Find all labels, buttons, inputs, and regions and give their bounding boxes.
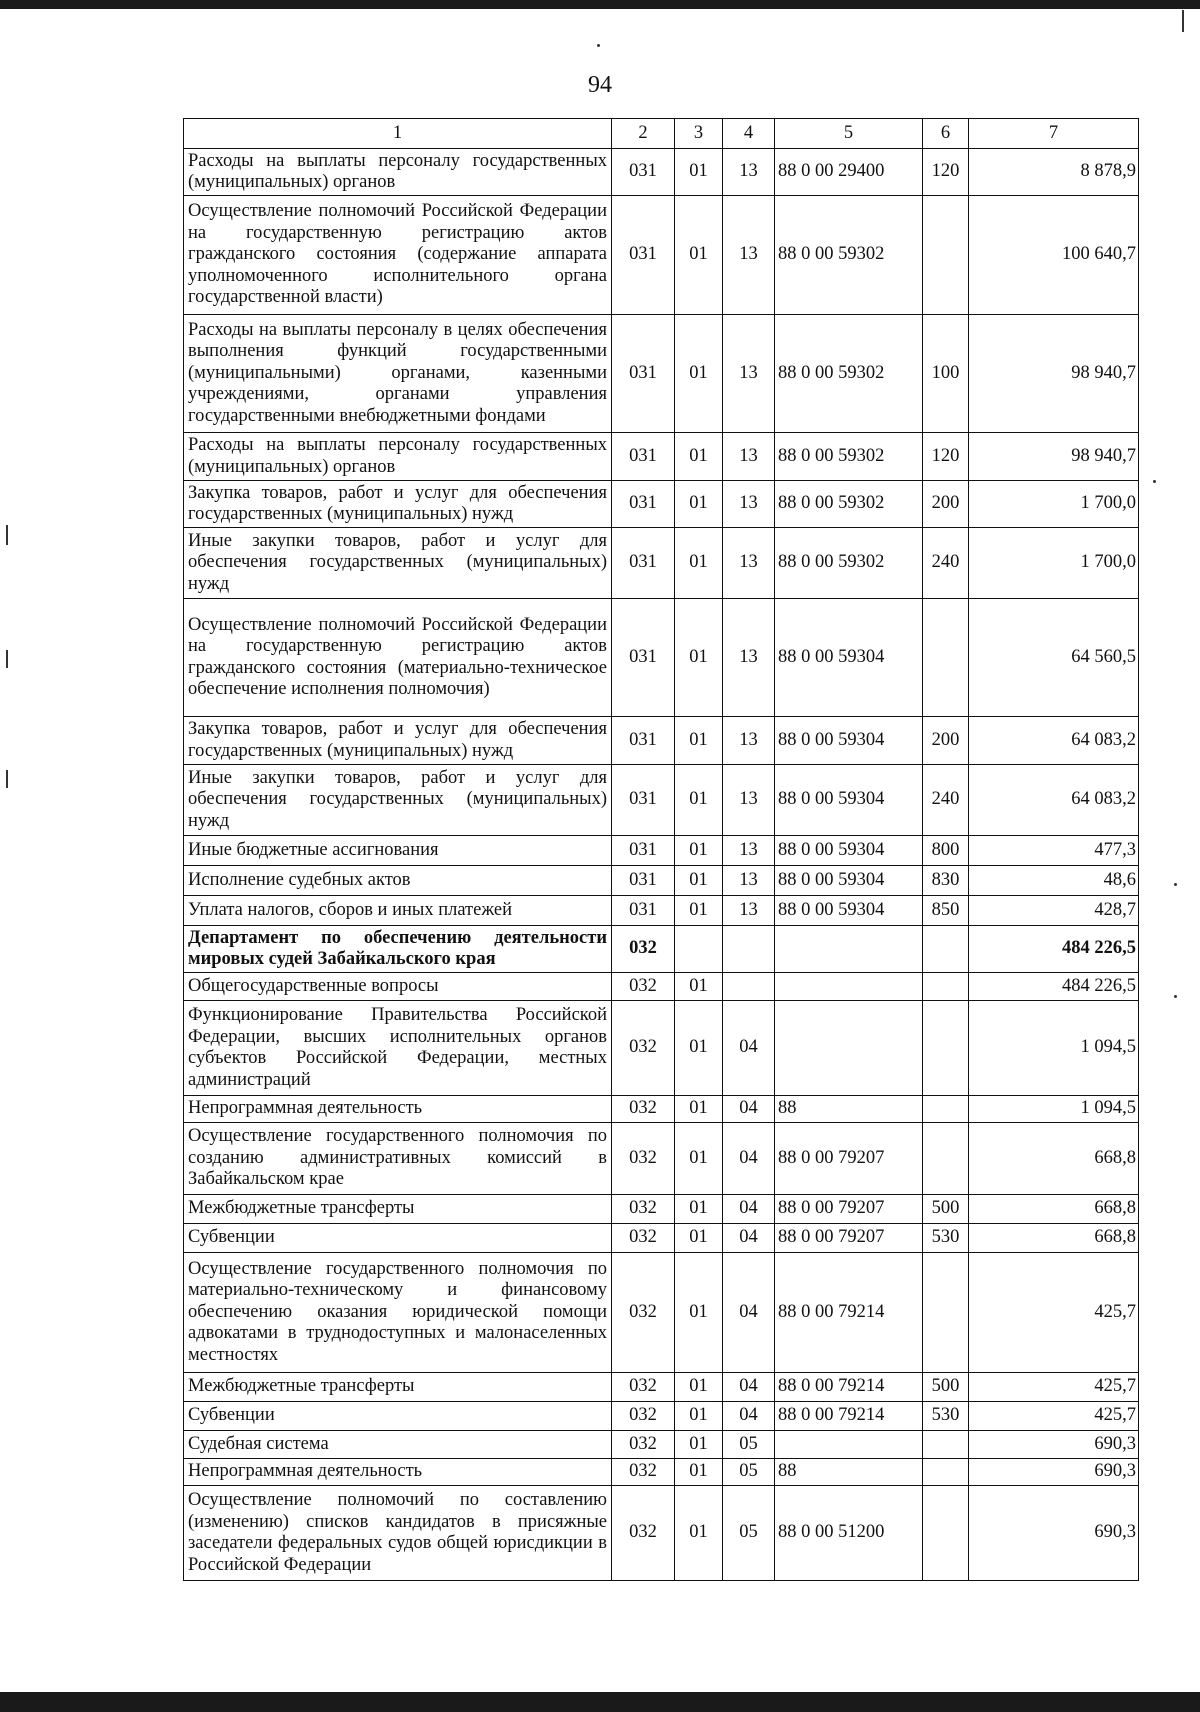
expense-type-cell (923, 1001, 969, 1096)
expense-type-cell (923, 1253, 969, 1373)
subsection-cell: 13 (723, 433, 775, 481)
target-article-cell: 88 0 00 79207 (775, 1195, 923, 1224)
subsection-cell: 04 (723, 1001, 775, 1096)
ministry-code-cell: 031 (612, 196, 675, 315)
section-cell: 01 (675, 1123, 723, 1195)
expense-type-cell (923, 1459, 969, 1486)
expense-type-cell (923, 1096, 969, 1123)
scan-dot (1174, 995, 1177, 998)
expense-name-cell: Субвенции (184, 1402, 612, 1431)
ministry-code-cell: 032 (612, 1402, 675, 1431)
subsection-cell: 04 (723, 1402, 775, 1431)
amount-cell: 98 940,7 (969, 315, 1139, 433)
table-row (184, 599, 1139, 717)
expense-name-cell: Функционирование Правительства Российской Федерации, высших исполнительных органов субъектов Российской Федерации, местных администраций (184, 1001, 612, 1096)
ministry-code-cell: 031 (612, 765, 675, 836)
section-cell: 01 (675, 528, 723, 599)
expense-type-cell: 530 (923, 1402, 969, 1431)
amount-cell: 425,7 (969, 1253, 1139, 1373)
table-header-row (184, 119, 1139, 149)
amount-cell: 1 094,5 (969, 1001, 1139, 1096)
table-row (184, 1253, 1139, 1373)
section-cell: 01 (675, 599, 723, 717)
subsection-cell: 13 (723, 896, 775, 926)
target-article-cell: 88 0 00 59302 (775, 433, 923, 481)
header-cell: 1 (184, 119, 612, 149)
header-cell: 7 (969, 119, 1139, 149)
target-article-cell: 88 0 00 79214 (775, 1402, 923, 1431)
table-row (184, 149, 1139, 196)
expense-name-cell: Исполнение судебных актов (184, 866, 612, 896)
scan-edge-mark (6, 650, 8, 668)
amount-cell: 428,7 (969, 896, 1139, 926)
table-row (184, 1195, 1139, 1224)
subsection-cell: 13 (723, 149, 775, 196)
table-row (184, 1486, 1139, 1581)
target-article-cell: 88 0 00 59304 (775, 896, 923, 926)
section-cell: 01 (675, 196, 723, 315)
page-number: 94 (588, 72, 612, 98)
amount-cell: 668,8 (969, 1123, 1139, 1195)
table-row (184, 315, 1139, 433)
table-row (184, 196, 1139, 315)
expense-type-cell (923, 599, 969, 717)
header-cell: 2 (612, 119, 675, 149)
expense-type-cell: 500 (923, 1373, 969, 1402)
subsection-cell: 05 (723, 1459, 775, 1486)
amount-cell: 1 700,0 (969, 528, 1139, 599)
subsection-cell: 04 (723, 1224, 775, 1253)
ministry-code-cell: 031 (612, 528, 675, 599)
expense-type-cell: 500 (923, 1195, 969, 1224)
ministry-code-cell: 031 (612, 481, 675, 528)
amount-cell: 64 560,5 (969, 599, 1139, 717)
target-article-cell: 88 0 00 59304 (775, 717, 923, 765)
table-row (184, 926, 1139, 973)
ministry-code-cell: 031 (612, 866, 675, 896)
expense-type-cell: 200 (923, 481, 969, 528)
section-cell: 01 (675, 1459, 723, 1486)
expense-name-cell: Закупка товаров, работ и услуг для обеспечения государственных (муниципальных) нужд (184, 481, 612, 528)
table-row (184, 1431, 1139, 1459)
scan-dot (1153, 480, 1156, 483)
ministry-code-cell: 032 (612, 1431, 675, 1459)
table-row (184, 1402, 1139, 1431)
section-cell: 01 (675, 1224, 723, 1253)
expense-name-cell: Иные закупки товаров, работ и услуг для обеспечения государственных (муниципальных) нужд (184, 528, 612, 599)
amount-cell: 690,3 (969, 1459, 1139, 1486)
table-row (184, 433, 1139, 481)
section-cell: 01 (675, 896, 723, 926)
subsection-cell (723, 926, 775, 973)
budget-table (183, 118, 1139, 1581)
expense-name-cell: Непрограммная деятельность (184, 1459, 612, 1486)
target-article-cell: 88 0 00 79207 (775, 1224, 923, 1253)
amount-cell: 64 083,2 (969, 717, 1139, 765)
expense-name-cell: Межбюджетные трансферты (184, 1373, 612, 1402)
subsection-cell: 13 (723, 481, 775, 528)
subsection-cell: 13 (723, 836, 775, 866)
table-row (184, 717, 1139, 765)
expense-name-cell: Расходы на выплаты персоналу государственных (муниципальных) органов (184, 433, 612, 481)
amount-cell: 668,8 (969, 1224, 1139, 1253)
subsection-cell: 13 (723, 528, 775, 599)
section-cell: 01 (675, 1253, 723, 1373)
scan-edge-mark (6, 525, 8, 545)
subsection-cell: 04 (723, 1096, 775, 1123)
amount-cell: 690,3 (969, 1431, 1139, 1459)
ministry-code-cell: 032 (612, 1224, 675, 1253)
section-cell (675, 926, 723, 973)
section-cell: 01 (675, 1431, 723, 1459)
expense-name-cell: Субвенции (184, 1224, 612, 1253)
amount-cell: 425,7 (969, 1373, 1139, 1402)
expense-name-cell: Судебная система (184, 1431, 612, 1459)
section-cell: 01 (675, 973, 723, 1001)
expense-type-cell: 120 (923, 433, 969, 481)
expense-type-cell: 530 (923, 1224, 969, 1253)
expense-type-cell: 800 (923, 836, 969, 866)
amount-cell: 484 226,5 (969, 926, 1139, 973)
section-cell: 01 (675, 1373, 723, 1402)
expense-name-cell: Закупка товаров, работ и услуг для обеспечения государственных (муниципальных) нужд (184, 717, 612, 765)
subsection-cell (723, 973, 775, 1001)
amount-cell: 484 226,5 (969, 973, 1139, 1001)
expense-type-cell (923, 1431, 969, 1459)
amount-cell: 477,3 (969, 836, 1139, 866)
amount-cell: 1 700,0 (969, 481, 1139, 528)
subsection-cell: 13 (723, 599, 775, 717)
expense-type-cell: 200 (923, 717, 969, 765)
target-article-cell: 88 0 00 79214 (775, 1373, 923, 1402)
ministry-code-cell: 031 (612, 599, 675, 717)
ministry-code-cell: 032 (612, 1096, 675, 1123)
subsection-cell: 13 (723, 866, 775, 896)
amount-cell: 668,8 (969, 1195, 1139, 1224)
expense-name-cell: Расходы на выплаты персоналу в целях обеспечения выполнения функций государственными (муниципальными) органами, казенными учреждениями, органами управления государственными внебюджетными фондами (184, 315, 612, 433)
amount-cell: 690,3 (969, 1486, 1139, 1581)
subsection-cell: 04 (723, 1373, 775, 1402)
table-row (184, 973, 1139, 1001)
target-article-cell: 88 0 00 59304 (775, 599, 923, 717)
ministry-code-cell: 032 (612, 1253, 675, 1373)
expense-name-cell: Осуществление полномочий Российской Федерации на государственную регистрацию актов гражданского состояния (содержание аппарата уполномоченного исполнительного органа государственной власти) (184, 196, 612, 315)
expense-name-cell: Уплата налогов, сборов и иных платежей (184, 896, 612, 926)
table-row (184, 836, 1139, 866)
target-article-cell (775, 1431, 923, 1459)
expense-name-cell: Осуществление государственного полномочия по созданию административных комиссий в Забайкальском крае (184, 1123, 612, 1195)
scan-dot (1174, 883, 1177, 886)
ministry-code-cell: 032 (612, 1373, 675, 1402)
expense-type-cell: 100 (923, 315, 969, 433)
ministry-code-cell: 032 (612, 973, 675, 1001)
header-cell: 3 (675, 119, 723, 149)
expense-type-cell: 240 (923, 528, 969, 599)
expense-type-cell (923, 926, 969, 973)
target-article-cell: 88 0 00 51200 (775, 1486, 923, 1581)
expense-name-cell: Общегосударственные вопросы (184, 973, 612, 1001)
ministry-code-cell: 032 (612, 1459, 675, 1486)
target-article-cell (775, 1001, 923, 1096)
expense-type-cell (923, 973, 969, 1001)
ministry-code-cell: 032 (612, 926, 675, 973)
section-cell: 01 (675, 1096, 723, 1123)
target-article-cell: 88 0 00 59302 (775, 481, 923, 528)
expense-type-cell: 120 (923, 149, 969, 196)
section-cell: 01 (675, 149, 723, 196)
scan-top-border (0, 0, 1200, 9)
amount-cell: 48,6 (969, 866, 1139, 896)
subsection-cell: 13 (723, 196, 775, 315)
ministry-code-cell: 031 (612, 433, 675, 481)
target-article-cell: 88 0 00 29400 (775, 149, 923, 196)
amount-cell: 425,7 (969, 1402, 1139, 1431)
expense-type-cell: 850 (923, 896, 969, 926)
scan-dot (597, 44, 600, 47)
expense-name-cell: Осуществление полномочий Российской Федерации на государственную регистрацию актов гражданского состояния (материально-техническое обеспечение исполнения полномочия) (184, 599, 612, 717)
subsection-cell: 05 (723, 1486, 775, 1581)
expense-name-cell: Осуществление государственного полномочия по материально-техническому и финансовому обеспечению оказания юридической помощи адвокатами в труднодоступных и малонаселенных местностях (184, 1253, 612, 1373)
subsection-cell: 13 (723, 765, 775, 836)
expense-type-cell: 830 (923, 866, 969, 896)
ministry-code-cell: 031 (612, 896, 675, 926)
ministry-code-cell: 032 (612, 1195, 675, 1224)
target-article-cell (775, 973, 923, 1001)
section-cell: 01 (675, 1486, 723, 1581)
amount-cell: 98 940,7 (969, 433, 1139, 481)
expense-type-cell (923, 1486, 969, 1581)
expense-name-cell: Непрограммная деятельность (184, 1096, 612, 1123)
target-article-cell: 88 0 00 59304 (775, 866, 923, 896)
amount-cell: 1 094,5 (969, 1096, 1139, 1123)
amount-cell: 8 878,9 (969, 149, 1139, 196)
expense-type-cell (923, 1123, 969, 1195)
target-article-cell: 88 0 00 59304 (775, 836, 923, 866)
subsection-cell: 13 (723, 717, 775, 765)
section-cell: 01 (675, 717, 723, 765)
table-row (184, 1224, 1139, 1253)
ministry-code-cell: 031 (612, 149, 675, 196)
section-cell: 01 (675, 836, 723, 866)
section-cell: 01 (675, 481, 723, 528)
subsection-cell: 05 (723, 1431, 775, 1459)
table-row (184, 1459, 1139, 1486)
subsection-cell: 13 (723, 315, 775, 433)
section-cell: 01 (675, 1001, 723, 1096)
table-row (184, 528, 1139, 599)
ministry-code-cell: 031 (612, 836, 675, 866)
target-article-cell: 88 (775, 1459, 923, 1486)
scan-edge-mark (1182, 10, 1184, 32)
expense-name-cell: Иные бюджетные ассигнования (184, 836, 612, 866)
table-row (184, 1096, 1139, 1123)
target-article-cell: 88 (775, 1096, 923, 1123)
expense-name-cell: Иные закупки товаров, работ и услуг для обеспечения государственных (муниципальных) нужд (184, 765, 612, 836)
ministry-code-cell: 031 (612, 717, 675, 765)
amount-cell: 64 083,2 (969, 765, 1139, 836)
expense-name-cell: Межбюджетные трансферты (184, 1195, 612, 1224)
target-article-cell: 88 0 00 79214 (775, 1253, 923, 1373)
target-article-cell: 88 0 00 59302 (775, 315, 923, 433)
section-cell: 01 (675, 315, 723, 433)
section-cell: 01 (675, 433, 723, 481)
header-cell: 5 (775, 119, 923, 149)
section-cell: 01 (675, 1402, 723, 1431)
target-article-cell: 88 0 00 59304 (775, 765, 923, 836)
expense-name-cell: Расходы на выплаты персоналу государственных (муниципальных) органов (184, 149, 612, 196)
section-cell: 01 (675, 866, 723, 896)
expense-name-cell: Департамент по обеспечению деятельности мировых судей Забайкальского края (184, 926, 612, 973)
subsection-cell: 04 (723, 1123, 775, 1195)
section-cell: 01 (675, 1195, 723, 1224)
table-row (184, 1373, 1139, 1402)
ministry-code-cell: 032 (612, 1001, 675, 1096)
header-cell: 4 (723, 119, 775, 149)
table-row (184, 866, 1139, 896)
target-article-cell: 88 0 00 79207 (775, 1123, 923, 1195)
table-body (184, 149, 1139, 1581)
table-row (184, 765, 1139, 836)
expense-type-cell (923, 196, 969, 315)
scan-edge-mark (6, 770, 8, 788)
target-article-cell: 88 0 00 59302 (775, 196, 923, 315)
scan-bottom-border (0, 1692, 1200, 1712)
table-row (184, 1001, 1139, 1096)
subsection-cell: 04 (723, 1195, 775, 1224)
target-article-cell (775, 926, 923, 973)
ministry-code-cell: 032 (612, 1123, 675, 1195)
amount-cell: 100 640,7 (969, 196, 1139, 315)
expense-name-cell: Осуществление полномочий по составлению (изменению) списков кандидатов в присяжные заседатели федеральных судов общей юрисдикции в Российской Федерации (184, 1486, 612, 1581)
table-row (184, 481, 1139, 528)
expense-type-cell: 240 (923, 765, 969, 836)
ministry-code-cell: 032 (612, 1486, 675, 1581)
table-row (184, 1123, 1139, 1195)
ministry-code-cell: 031 (612, 315, 675, 433)
target-article-cell: 88 0 00 59302 (775, 528, 923, 599)
section-cell: 01 (675, 765, 723, 836)
header-cell: 6 (923, 119, 969, 149)
table-row (184, 896, 1139, 926)
subsection-cell: 04 (723, 1253, 775, 1373)
